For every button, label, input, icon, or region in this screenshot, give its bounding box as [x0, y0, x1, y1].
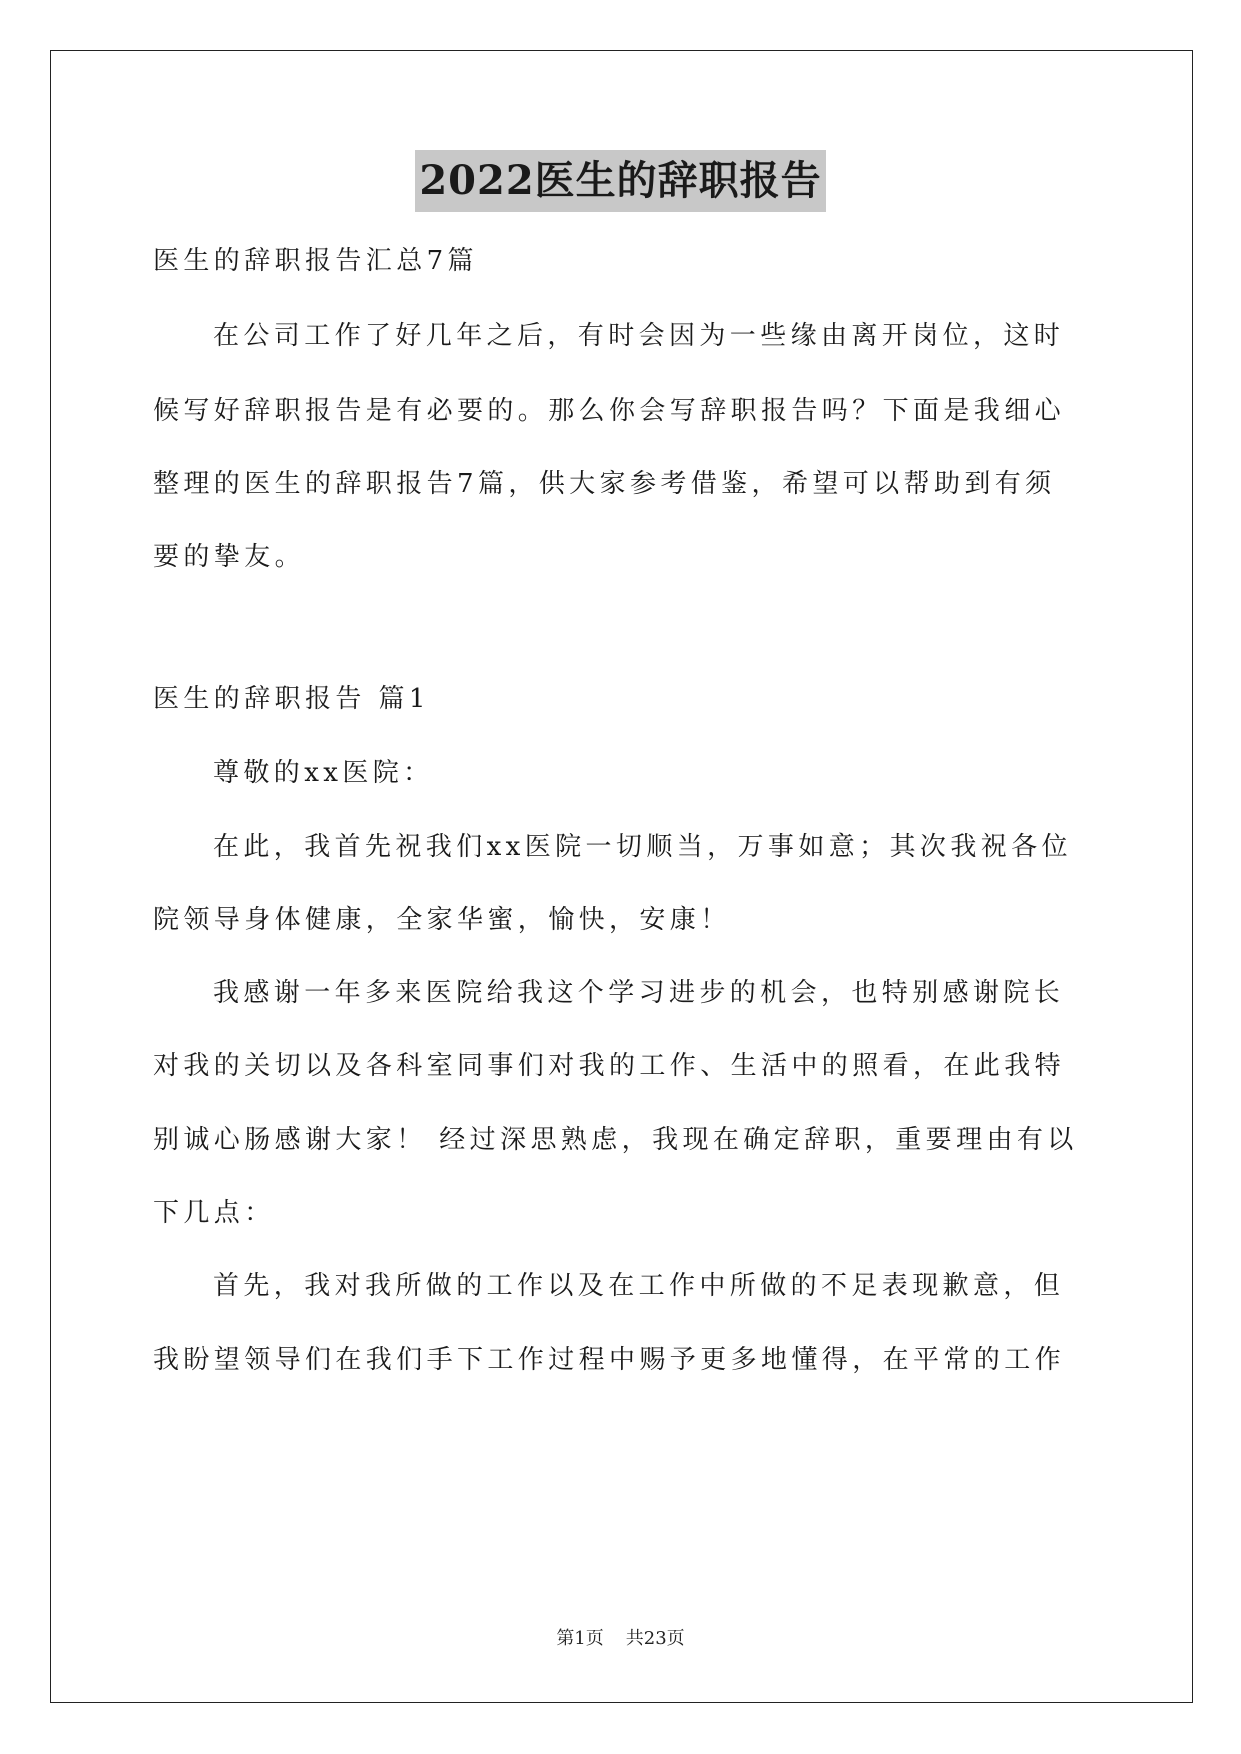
page-total: 共23页 [625, 1628, 685, 1649]
paragraph-line: 医生的辞职报告汇总7篇 [153, 246, 478, 276]
document-title: 2022医生的辞职报告 [415, 150, 825, 212]
paragraph-line: 在公司工作了好几年之后，有时会因为一些缘由离开岗位，这时 [213, 321, 1065, 351]
salutation: 尊敬的xx医院： [213, 758, 434, 788]
page-footer [0, 1624, 1241, 1650]
paragraph-line: 要的挚友。 [153, 542, 306, 572]
paragraph-line: 整理的医生的辞职报告7篇，供大家参考借鉴，希望可以帮助到有须 [153, 469, 1056, 499]
paragraph-line: 首先，我对我所做的工作以及在工作中所做的不足表现歉意，但 [213, 1271, 1065, 1301]
paragraph-line: 别诚心肠感谢大家！ 经过深思熟虑，我现在确定辞职，重要理由有以 [153, 1125, 1078, 1155]
paragraph-line: 对我的关切以及各科室同事们对我的工作、生活中的照看，在此我特 [153, 1051, 1066, 1081]
paragraph-line: 下几点： [153, 1198, 275, 1228]
paragraph-line: 我盼望领导们在我们手下工作过程中赐予更多地懂得，在平常的工作 [153, 1345, 1066, 1375]
paragraph-line: 候写好辞职报告是有必要的。那么你会写辞职报告吗？下面是我细心 [153, 396, 1066, 426]
paragraph-line: 在此，我首先祝我们xx医院一切顺当，万事如意；其次我祝各位 [213, 832, 1072, 862]
section-heading: 医生的辞职报告 篇1 [153, 684, 430, 714]
paragraph-line: 院领导身体健康，全家华蜜，愉快，安康！ [153, 905, 731, 935]
paragraph-line: 我感谢一年多来医院给我这个学习进步的机会，也特别感谢院长 [213, 978, 1065, 1008]
page-number: 第1页 [556, 1628, 604, 1649]
title-container [0, 150, 1241, 212]
page-border [50, 50, 1193, 1703]
